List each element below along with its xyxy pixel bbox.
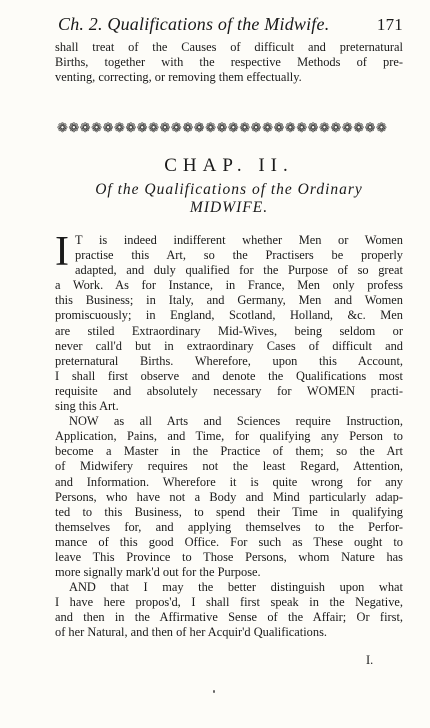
text-line: I have here propos'd, I shall first speak in the Negative, bbox=[55, 595, 403, 610]
text-line: shall treat of the Causes of difficult and preternatural bbox=[55, 40, 403, 54]
running-head bbox=[58, 14, 403, 35]
text-line: ted to this Business, to spend their Time in qualifying bbox=[55, 504, 403, 519]
chapter-heading: CHAP. II. bbox=[164, 155, 294, 176]
text-line: adapted, and duly qualified for the Purpose of so great bbox=[75, 263, 403, 278]
text-line: practise this Art, so the Practisers be properly bbox=[75, 248, 403, 263]
page-number: 171 bbox=[376, 15, 403, 34]
chapter-subtitle-line-2: MIDWIFE. bbox=[189, 199, 269, 216]
text-line: and then in the Affirmative Sense of the Affair; Or first, bbox=[55, 610, 403, 625]
text-line: Application, Pains, and Time, for qualifying any Person to bbox=[55, 429, 403, 444]
ornament-rule: ❁❁❁❁❁❁❁❁❁❁❁❁❁❁❁❁❁❁❁❁❁❁❁❁❁❁❁❁❁ bbox=[57, 120, 388, 135]
paper-spot bbox=[213, 690, 215, 693]
text-line: promiscuously; in England, Scotland, Holland, &c. Men bbox=[55, 308, 403, 323]
text-line: of her Natural, and then of her Acquir'd Qualifications. bbox=[55, 625, 327, 640]
chapter-subtitle bbox=[55, 181, 403, 217]
text-line: T is indeed indifferent whether Men or Women bbox=[75, 233, 403, 247]
drop-cap: I bbox=[55, 229, 69, 275]
text-line: more signally mark'd out for the Purpose. bbox=[55, 565, 261, 580]
text-line: themselves for, and applying themselves to the Perfor- bbox=[55, 519, 403, 534]
text-line: and Information. Wherefore it is quite wrong for any bbox=[55, 474, 403, 489]
text-line: NOW as all Arts and Sciences require Instruction, bbox=[69, 414, 403, 429]
text-line: sing this Art. bbox=[55, 399, 119, 414]
text-line: never call'd but in extraordinary Cases of difficult and bbox=[55, 338, 403, 353]
text-line: leave This Province to Those Persons, whom Nature has bbox=[55, 549, 403, 564]
running-head-title: Ch. 2. Qualifications of the Midwife. bbox=[58, 14, 330, 34]
text-line: are stiled Extraordinary Mid-Wives, being seldom or bbox=[55, 323, 403, 338]
text-line: I shall first observe and denote the Qualifications most bbox=[55, 368, 403, 383]
text-line: Persons, who have not a Body and Mind particularly adap- bbox=[55, 489, 403, 504]
text-line: requisite and absolutely necessary for WOMEN practi- bbox=[55, 383, 403, 398]
text-line: a Work. As for Instance, in France, Men only profess bbox=[55, 278, 403, 293]
intro-paragraph bbox=[55, 40, 403, 85]
text-line: this Business; in Italy, and Germany, Men and Women bbox=[55, 293, 403, 308]
text-line: venting, correcting, or removing them effectually. bbox=[55, 70, 302, 85]
catchword: I. bbox=[366, 653, 374, 667]
text-line: of Midwifery requires not the least Regard, Attention, bbox=[55, 459, 403, 474]
chapter-subtitle-line-1: Of the Qualifications of the Ordinary bbox=[95, 181, 363, 198]
text-line: Births, together with the respective Methods of pre- bbox=[55, 55, 403, 70]
text-line: preternatural Births. Wherefore, upon this Account, bbox=[55, 353, 403, 368]
text-line: mance of this good Office. For such as These ought to bbox=[55, 534, 403, 549]
text-line: become a Master in the Practice of them; so the Art bbox=[55, 444, 403, 459]
main-text bbox=[55, 229, 403, 641]
text-line: AND that I may the better distinguish upon what bbox=[69, 580, 403, 595]
